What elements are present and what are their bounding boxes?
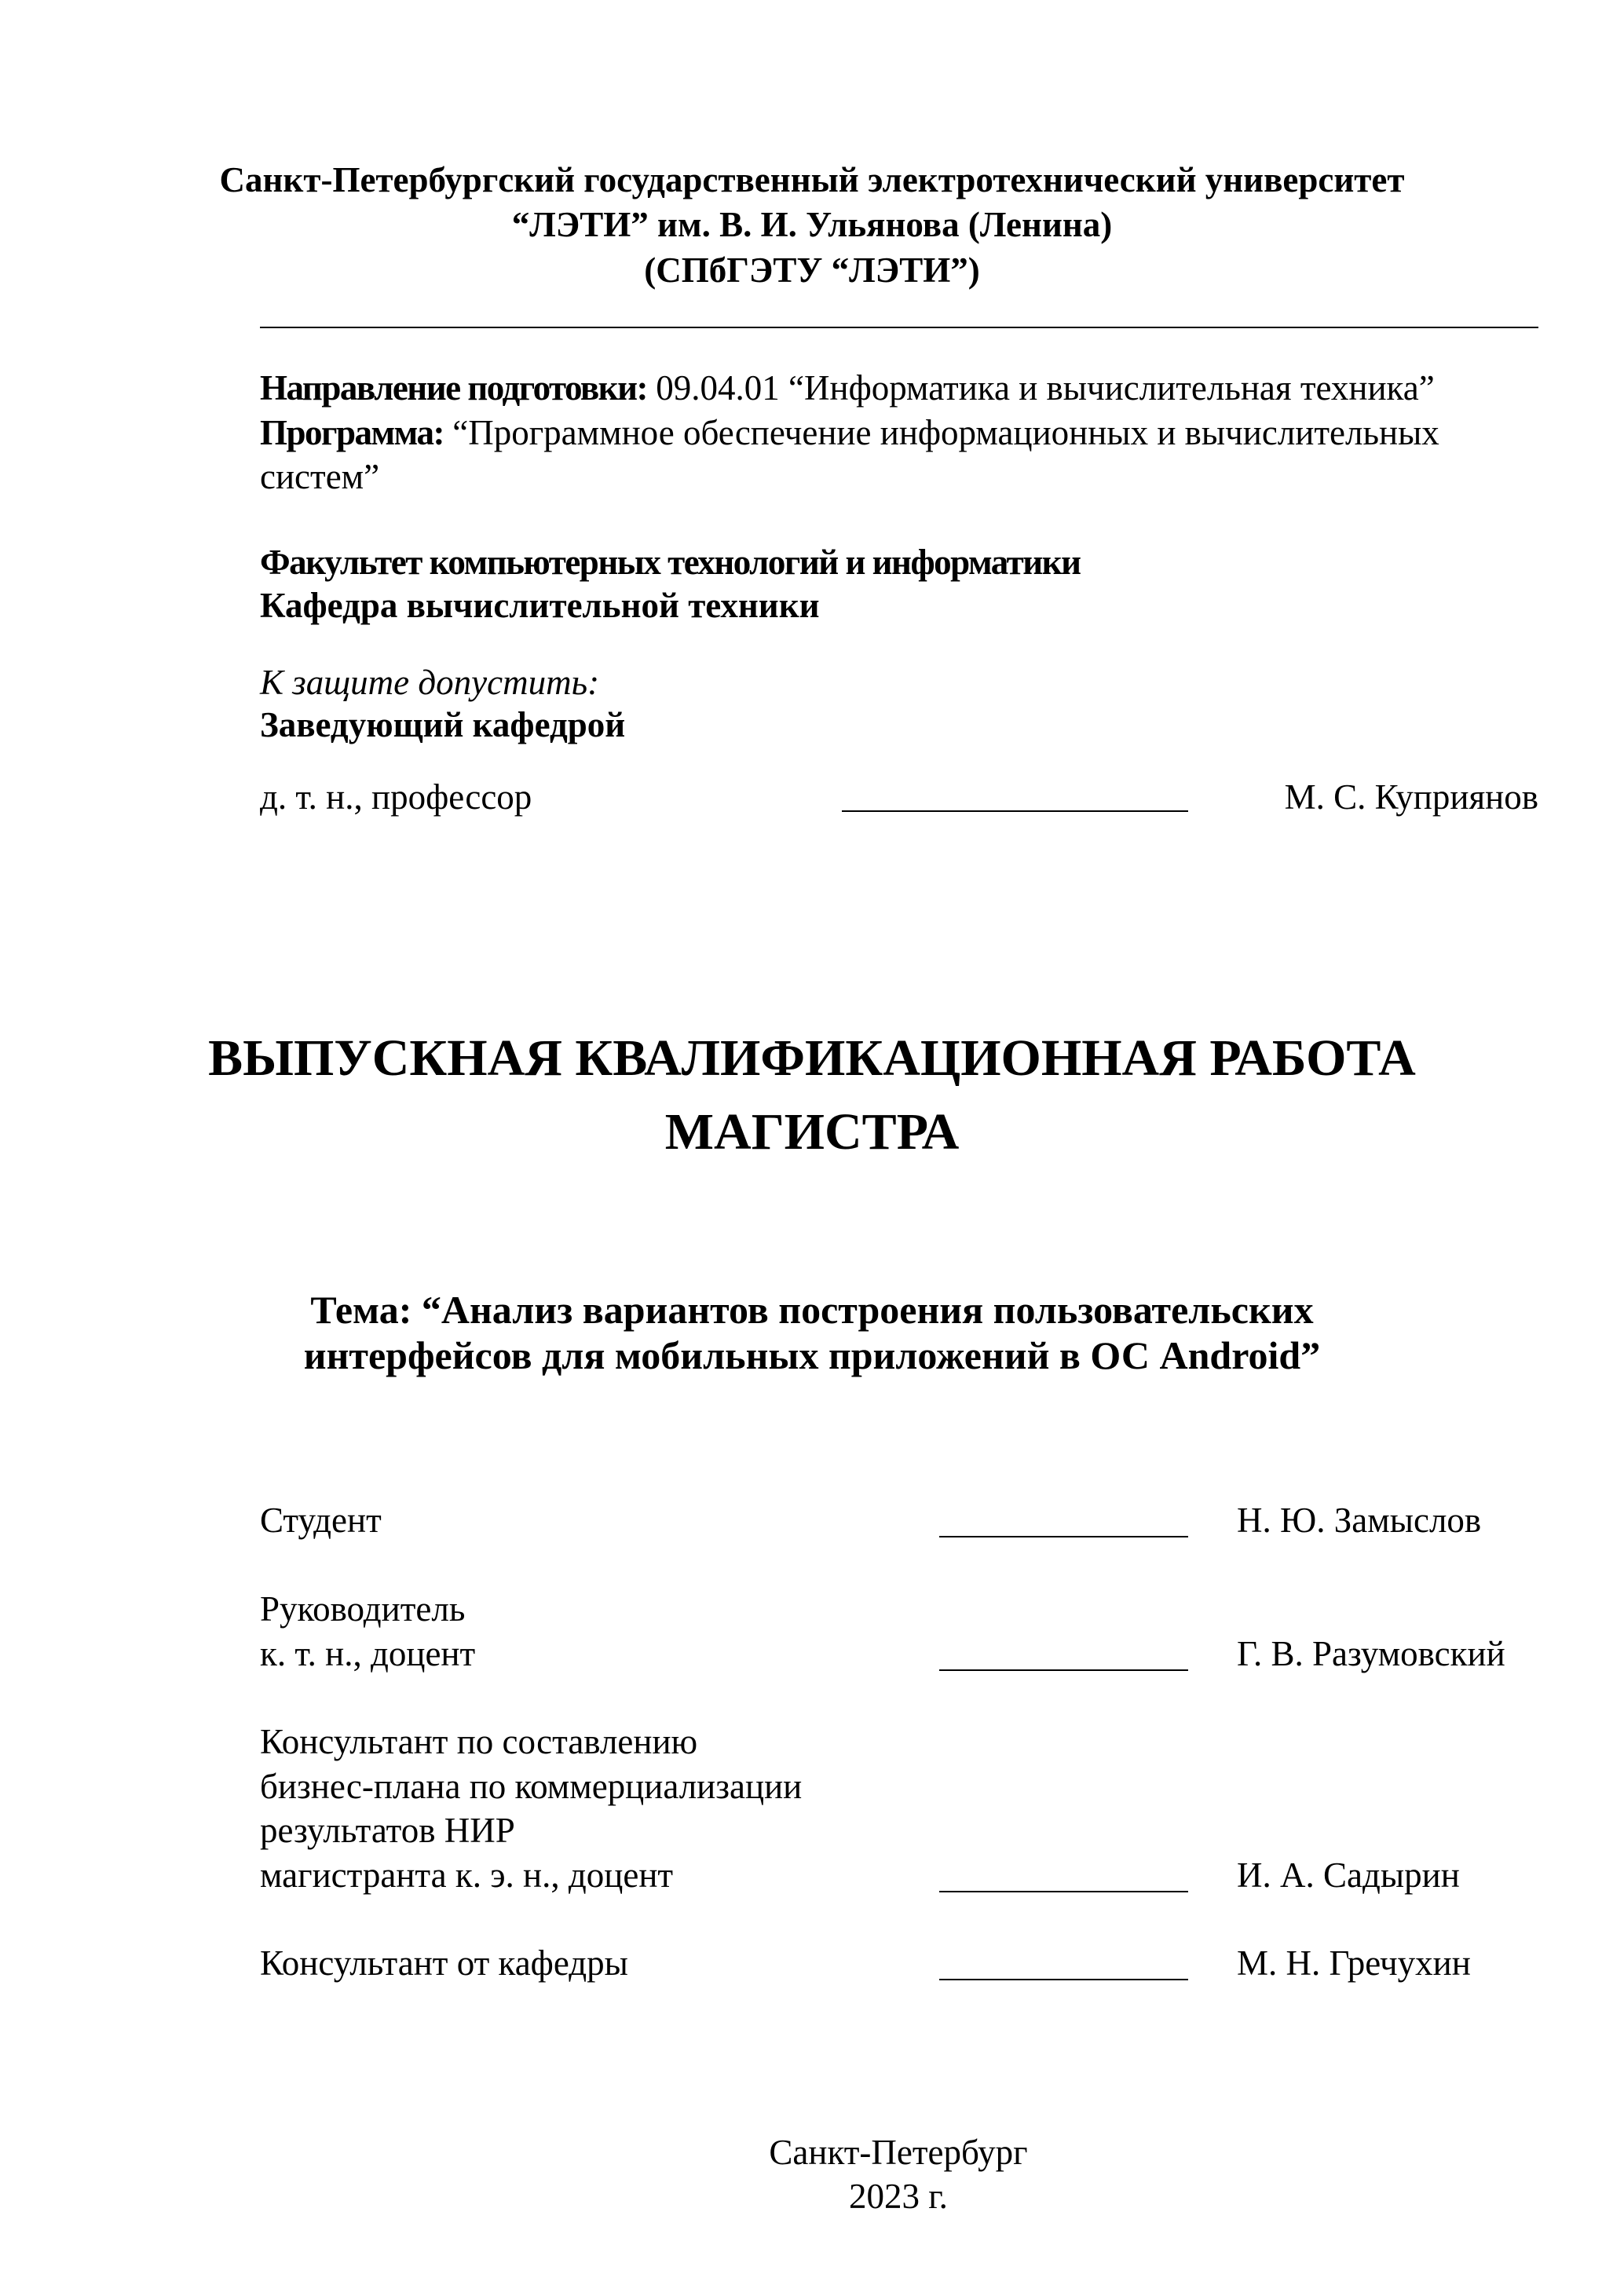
student-label: Студент xyxy=(260,1501,382,1540)
footer-year: 2023 г. xyxy=(849,2177,948,2216)
direction-label: Направление подготовки: xyxy=(260,368,648,408)
consultant-label-line1: Консультант по составлению xyxy=(260,1722,698,1761)
signature-line-consultant xyxy=(939,1891,1188,1892)
consultant-label-line4: магистранта к. э. н., доцент xyxy=(260,1855,674,1895)
supervisor-name: Г. В. Разумовский xyxy=(1237,1634,1505,1673)
signature-line-student xyxy=(939,1536,1188,1537)
student-name: Н. Ю. Замыслов xyxy=(1237,1501,1482,1540)
department: Кафедра вычислительной техники xyxy=(260,586,820,625)
direction-line xyxy=(260,366,1435,411)
direction-value: 09.04.01 “Информатика и вычислительная техника” xyxy=(647,368,1435,408)
supervisor-degree: к. т. н., доцент xyxy=(260,1634,476,1673)
signature-line-head xyxy=(842,810,1188,812)
program-value-cont: систем” xyxy=(260,457,380,496)
approval-degree: д. т. н., профессор xyxy=(260,777,532,817)
dept-consultant-label: Консультант от кафедры xyxy=(260,1943,628,1983)
program-label: Программа: xyxy=(260,413,444,452)
consultant-name: И. А. Садырин xyxy=(1237,1855,1460,1895)
university-name-line1: Санкт-Петербургский государственный электротехнический университет xyxy=(219,160,1405,199)
approval-role: Заведующий кафедрой xyxy=(260,705,626,744)
document-title-line1: ВЫПУСКНАЯ КВАЛИФИКАЦИОННАЯ РАБОТА xyxy=(208,1029,1416,1087)
header-divider xyxy=(260,327,1538,328)
dept-consultant-name: М. Н. Гречухин xyxy=(1237,1943,1471,1983)
topic-line2: интерфейсов для мобильных приложений в ОС Android” xyxy=(303,1333,1321,1377)
program-value: “Программное обеспечение информационных и вычислительных xyxy=(452,413,1439,452)
supervisor-label: Руководитель xyxy=(260,1589,466,1629)
approval-note: К защите допустить: xyxy=(260,663,600,702)
signature-line-dept-consultant xyxy=(939,1979,1188,1980)
program-line xyxy=(260,411,1439,455)
faculty: Факультет компьютерных технологий и информатики xyxy=(260,543,1081,582)
university-abbreviation: (СПбГЭТУ “ЛЭТИ”) xyxy=(644,250,980,290)
topic-line1: Тема: “Анализ вариантов построения пользовательских xyxy=(310,1288,1314,1332)
document-title-line2: МАГИСТРА xyxy=(664,1103,960,1161)
consultant-label-line2: бизнес-плана по коммерциализации xyxy=(260,1767,803,1806)
university-name-line2: “ЛЭТИ” им. В. И. Ульянова (Ленина) xyxy=(511,205,1113,244)
signature-line-supervisor xyxy=(939,1669,1188,1671)
footer-city: Санкт-Петербург xyxy=(769,2133,1028,2172)
approval-name: М. С. Куприянов xyxy=(1284,777,1538,817)
consultant-label-line3: результатов НИР xyxy=(260,1811,515,1850)
